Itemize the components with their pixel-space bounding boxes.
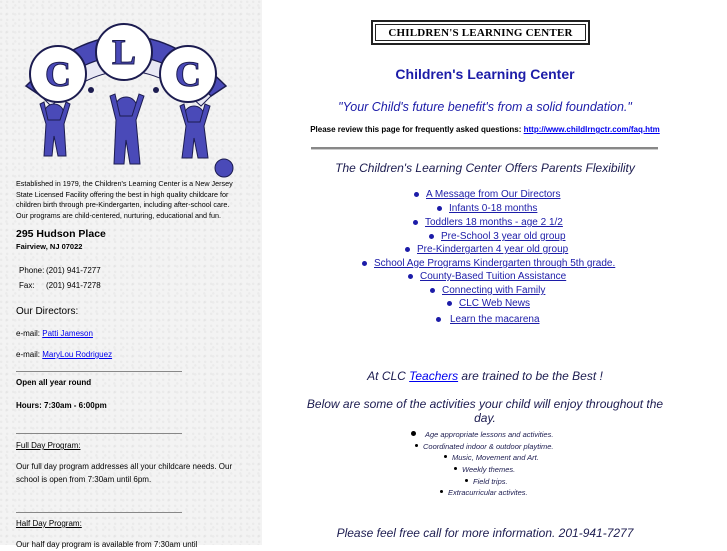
bullet-icon — [465, 479, 468, 482]
list-item — [425, 217, 563, 228]
list-item — [420, 271, 566, 282]
divider — [311, 147, 658, 150]
bullet-icon — [414, 192, 419, 197]
bullet-icon — [437, 206, 442, 211]
bullet-icon — [405, 247, 410, 252]
director-email-row-1 — [16, 329, 93, 338]
email-label: e-mail: — [16, 329, 41, 338]
activity-text: Extracurricular activites. — [448, 488, 528, 497]
teachers-line — [300, 369, 670, 383]
full-day-text: Our full day program addresses all your childcare needs. Our school is open from 7:30am until 6pm. — [16, 462, 233, 484]
faq-prefix: Please review this page for frequently asked questions: — [310, 125, 522, 134]
fax-row — [19, 281, 101, 290]
fax-value: (201) 941-7278 — [46, 281, 101, 290]
activity-text: Age appropriate lessons and activities. — [425, 430, 554, 439]
full-day-heading: Full Day Program: — [16, 441, 81, 450]
bullet-icon — [436, 317, 441, 322]
open-all-year: Open all year round — [16, 378, 92, 387]
svg-text:C: C — [45, 54, 71, 94]
list-item — [441, 231, 566, 242]
page-title: Children's Learning Center — [395, 66, 575, 82]
list-item — [417, 244, 568, 255]
link-prek[interactable]: Pre-Kindergarten 4 year old group — [417, 244, 569, 255]
director-link-patti[interactable]: Patti Jameson — [42, 329, 93, 338]
slogan: "Your Child's future benefit's from a solid foundation." — [338, 100, 632, 114]
list-item — [473, 477, 508, 486]
bullet-icon — [362, 261, 367, 266]
directors-heading: Our Directors: — [16, 306, 79, 317]
link-web-news[interactable]: CLC Web News — [459, 298, 530, 309]
banner-text: CHILDREN'S LEARNING CENTER — [375, 24, 586, 41]
director-email-row-2 — [16, 350, 112, 359]
divider — [16, 433, 182, 434]
bullet-icon — [454, 467, 457, 470]
call-for-info: Please feel free call for more information. 201-941-7277 — [336, 526, 634, 540]
link-preschool[interactable]: Pre-School 3 year old group — [441, 231, 566, 242]
link-connecting-family[interactable]: Connecting with Family — [442, 285, 546, 296]
address-street: 295 Hudson Place — [16, 228, 106, 240]
clc-logo — [16, 16, 236, 178]
left-sidebar — [0, 0, 262, 549]
activity-text: Music, Movement and Art. — [452, 453, 539, 462]
list-item — [459, 298, 530, 309]
list-item — [452, 453, 539, 462]
link-tuition-assistance[interactable]: County-Based Tuition Assistance — [420, 271, 567, 282]
phone-row — [19, 266, 101, 275]
link-infants[interactable]: Infants 0-18 months — [449, 203, 538, 214]
bullet-icon — [413, 220, 418, 225]
activities-intro: Below are some of the activities your child will enjoy throughout the day. — [306, 397, 664, 425]
email-label: e-mail: — [16, 350, 41, 359]
fax-label: Fax: — [19, 281, 35, 290]
list-item — [442, 285, 545, 296]
list-item — [450, 314, 540, 325]
link-school-age[interactable]: School Age Programs Kindergarten through 5th grade. — [374, 258, 616, 269]
phone-value: (201) 941-7277 — [46, 266, 101, 275]
activity-text: Field trips. — [473, 477, 508, 486]
director-link-marylou[interactable]: MaryLou Rodriguez — [42, 350, 113, 359]
list-item — [449, 203, 537, 214]
half-day-heading: Half Day Program: — [16, 519, 82, 528]
address-city: Fairview, NJ 07022 — [16, 242, 83, 251]
list-item — [426, 189, 560, 200]
link-message-directors[interactable]: A Message from Our Directors — [426, 189, 561, 200]
faq-link[interactable]: http://www.childlrngctr.com/faq.htm — [523, 125, 660, 134]
intro-text: Established in 1979, the Children's Learning Center is a New Jersey State Licensed Facility offering the best in high quality childcare for children birth through pre-Kindergarten, including after-school care. Our programs are child-centered, nurturing, educational and fun. — [16, 179, 233, 220]
faq-line — [300, 125, 670, 134]
hours: Hours: 7:30am - 6:00pm — [16, 401, 107, 410]
phone-label: Phone: — [19, 266, 45, 275]
bullet-icon — [447, 301, 452, 306]
bullet-icon — [429, 234, 434, 239]
list-item — [425, 430, 553, 439]
bullet-icon — [444, 455, 447, 458]
bullet-icon — [411, 431, 416, 436]
half-day-text: Our half day program is available from 7:30am until — [16, 540, 198, 549]
header-banner — [371, 20, 590, 45]
bullet-icon — [408, 274, 413, 279]
list-item — [374, 258, 615, 269]
teachers-link[interactable]: Teachers — [409, 369, 459, 383]
bullet-icon — [440, 490, 443, 493]
activity-text: Coordinated indoor & outdoor playtime. — [423, 442, 554, 451]
list-item — [423, 442, 554, 451]
list-item — [448, 488, 528, 497]
divider — [16, 371, 182, 372]
divider — [16, 512, 182, 513]
bullet-icon — [415, 444, 418, 447]
teachers-prefix: At CLC — [367, 369, 410, 383]
svg-text:L: L — [111, 32, 137, 72]
activity-text: Weekly themes. — [462, 465, 516, 474]
bullet-icon — [430, 288, 435, 293]
teachers-suffix: are trained to be the Best ! — [458, 369, 603, 383]
flexibility-heading: The Children's Learning Center Offers Parents Flexibility — [335, 161, 635, 175]
link-toddlers[interactable]: Toddlers 18 months - age 2 1/2 — [425, 217, 563, 228]
link-macarena[interactable]: Learn the macarena — [450, 314, 540, 325]
list-item — [462, 465, 515, 474]
svg-text:C: C — [175, 54, 201, 94]
